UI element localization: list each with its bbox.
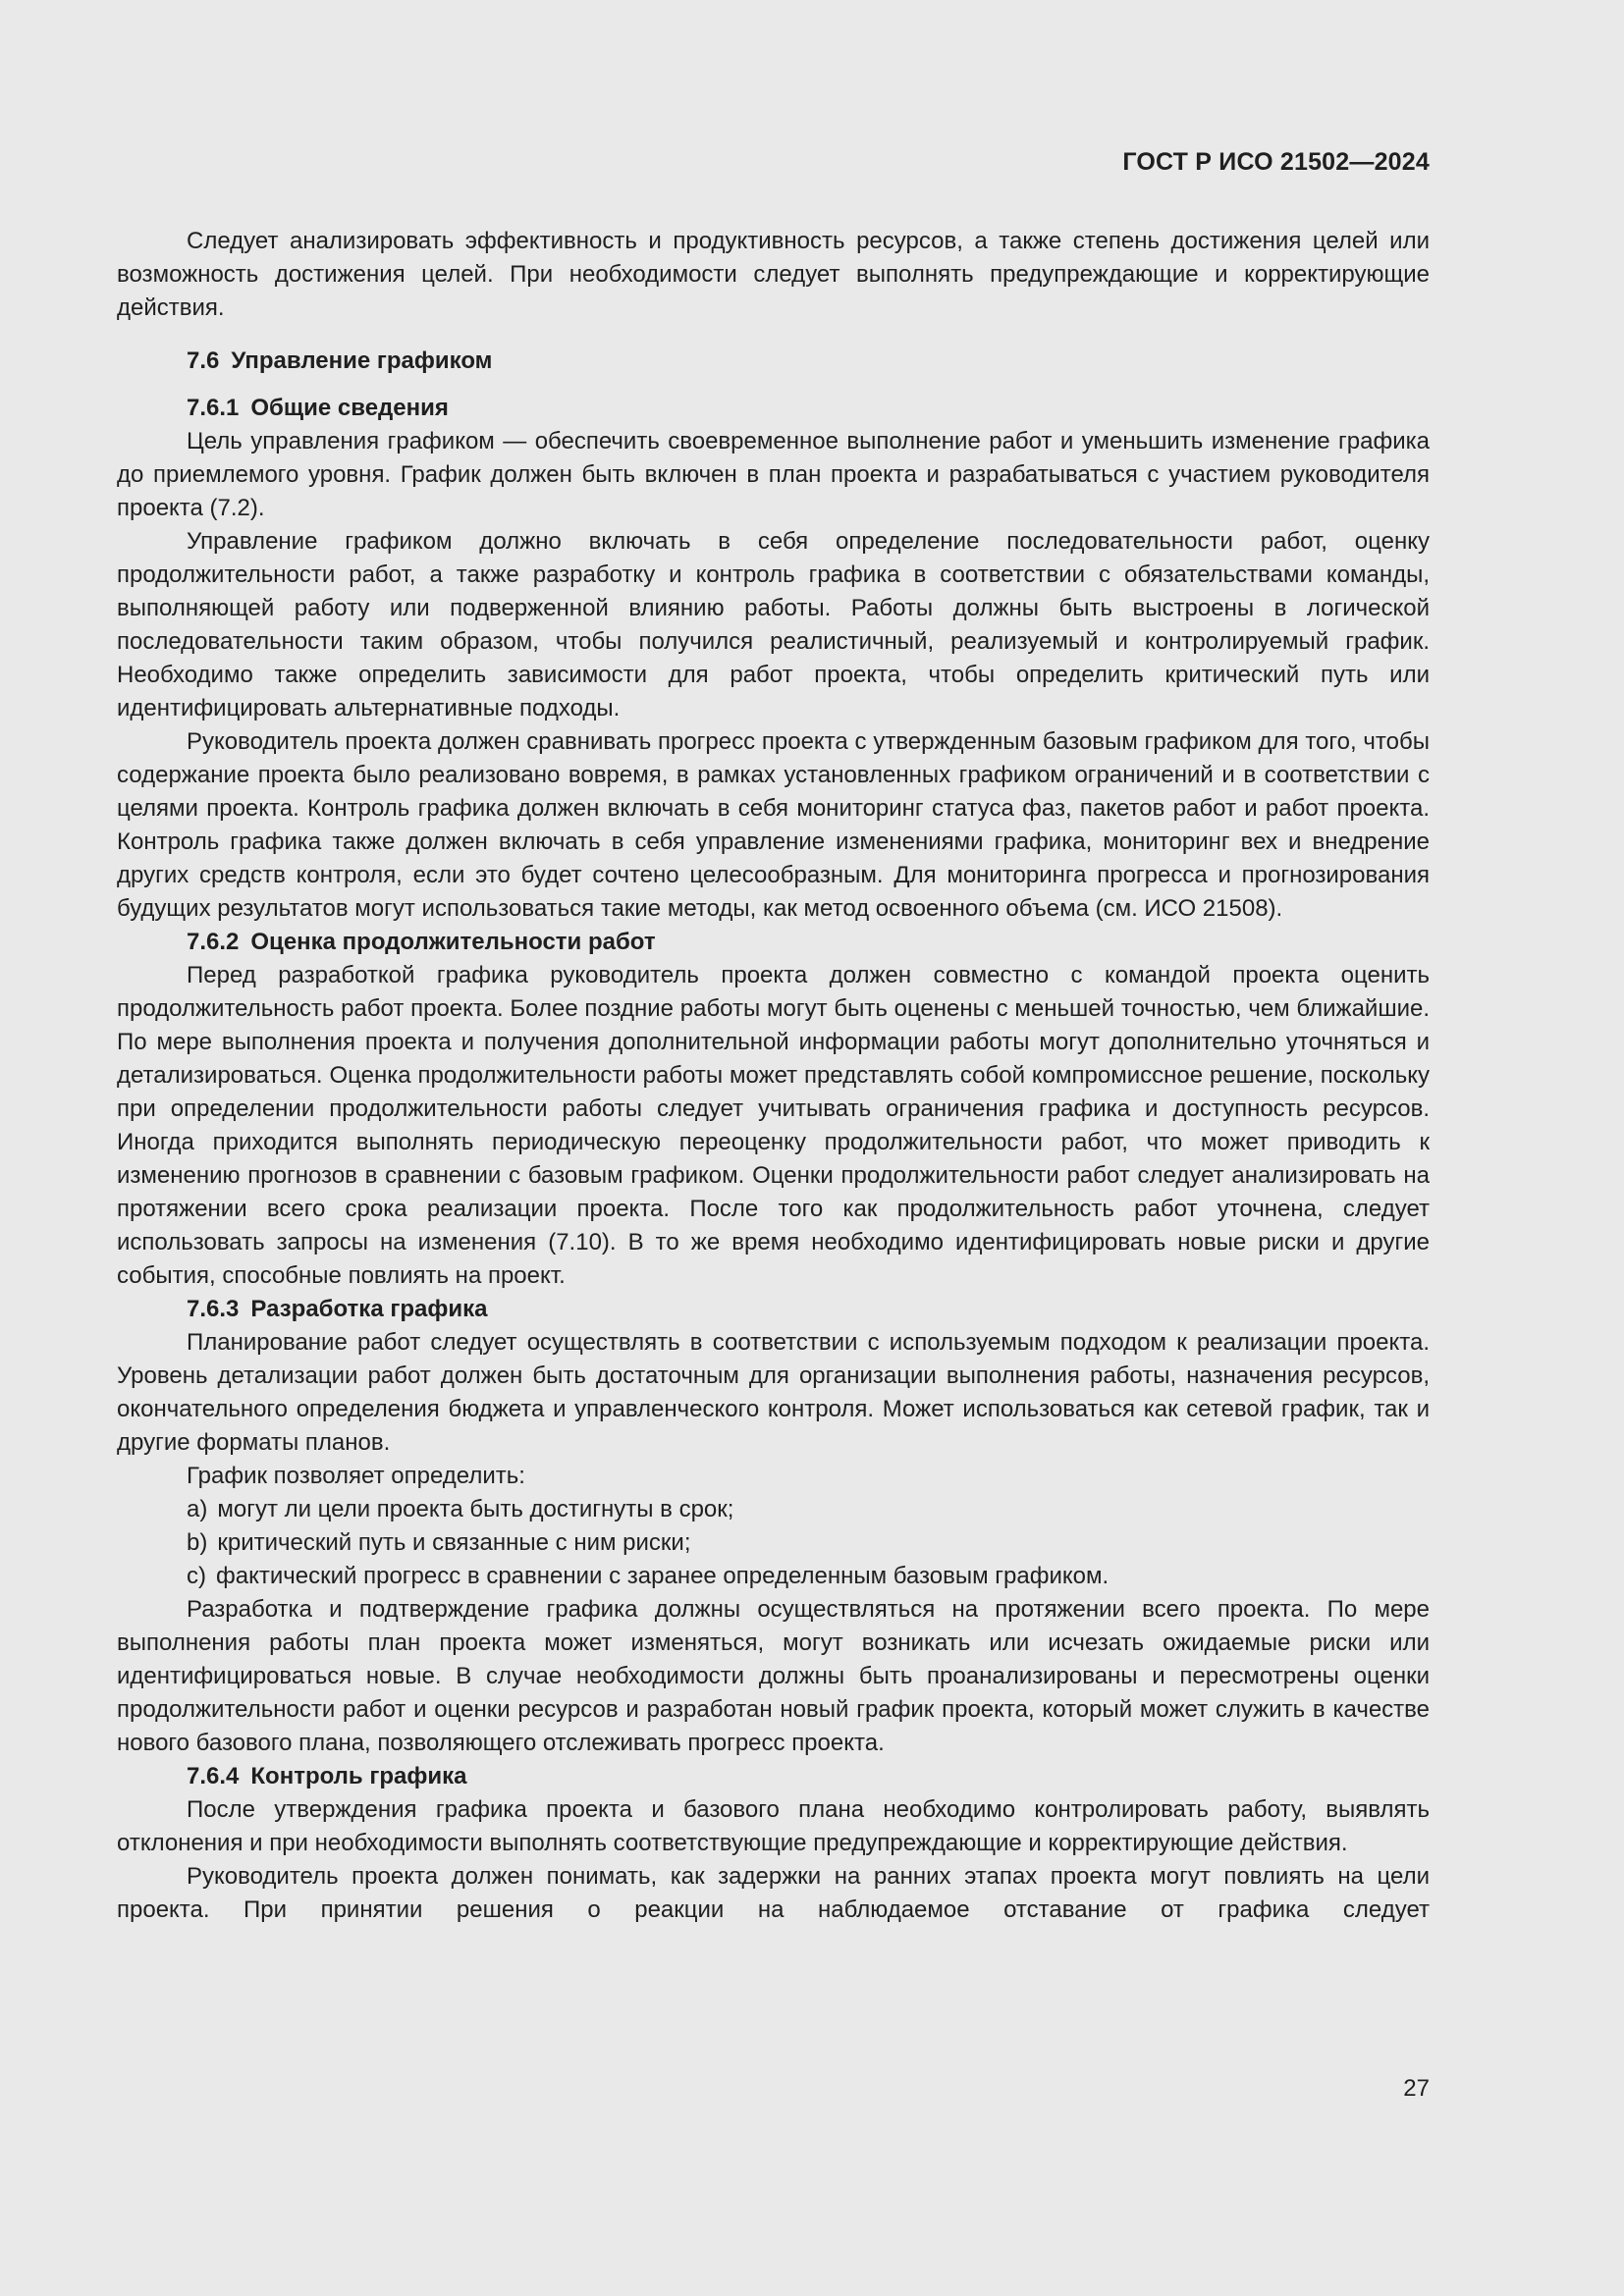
subsection-number: 7.6.1 — [187, 395, 240, 421]
list-marker: c) — [187, 1563, 206, 1589]
paragraph: Разработка и подтверждение графика должны осуществляться на протяжении всего проекта. По мере выполнения работы план проекта может изменяться, могут возникать или исчезать ожидаемые риски или идентифицироваться новые. В случае необходимости должны быть проанализированы и пересмотрены оценки продолжительности работ и оценки ресурсов и разработан новый график проекта, который может служить в качестве нового базового плана, позволяющего отслеживать прогресс проекта. — [117, 1596, 1430, 1756]
list-marker: a) — [187, 1496, 208, 1522]
list-item — [117, 1526, 1430, 1560]
subsection-heading-7-6-4 — [117, 1760, 1430, 1793]
paragraph: Руководитель проекта должен понимать, как задержки на ранних этапах проекта могут повлиять на цели проекта. При принятии решения о реакции на наблюдаемое отставание от графика следует — [117, 1863, 1430, 1923]
subsection-number: 7.6.3 — [187, 1296, 240, 1322]
list-item-text: могут ли цели проекта быть достигнуты в срок; — [217, 1496, 734, 1522]
subsection-title: Общие сведения — [250, 395, 449, 421]
subsection-number: 7.6.4 — [187, 1763, 240, 1789]
paragraph: Цель управления графиком — обеспечить своевременное выполнение работ и уменьшить изменение графика до приемлемого уровня. График должен быть включен в план проекта и разрабатываться с участием руководителя проекта (7.2). — [117, 428, 1430, 521]
section-heading-7-6 — [117, 345, 1430, 378]
document-header: ГОСТ Р ИСО 21502—2024 — [1122, 148, 1430, 176]
paragraph: Перед разработкой графика руководитель проекта должен совместно с командой проекта оценить продолжительность работ проекта. Более поздние работы могут быть оценены с меньшей точностью, чем ближайшие. По мере выполнения проекта и получения дополнительной информации работы могут дополнительно уточняться и детализироваться. Оценка продолжительности работы может представлять собой компромиссное решение, поскольку при определении продолжительности работы следует учитывать ограничения графика и доступность ресурсов. Иногда приходится выполнять периодическую переоценку продолжительности работ, что может приводить к изменению прогнозов в сравнении с базовым графиком. Оценки продолжительности работ следует анализировать на протяжении всего срока реализации проекта. После того как продолжительность работ уточнена, следует использовать запросы на изменения (7.10). В то же время необходимо идентифицировать новые риски и другие события, способные повлиять на проект. — [117, 962, 1430, 1289]
list-item — [117, 1560, 1430, 1593]
subsection-number: 7.6.2 — [187, 929, 240, 955]
subsection-heading-7-6-3 — [117, 1293, 1430, 1326]
list-marker: b) — [187, 1529, 208, 1556]
subsection-title: Контроль графика — [250, 1763, 467, 1789]
list-item — [117, 1493, 1430, 1526]
section-number: 7.6 — [187, 347, 220, 374]
paragraph: После утверждения графика проекта и базового плана необходимо контролировать работу, выявлять отклонения и при необходимости выполнять соответствующие предупреждающие и корректирующие действия. — [117, 1796, 1430, 1856]
paragraph: Управление графиком должно включать в себя определение последовательности работ, оценку продолжительности работ, а также разработку и контроль графика в соответствии с обязательствами команды, выполняющей работу или подверженной влиянию работы. Работы должны быть выстроены в логической последовательности таким образом, чтобы получился реалистичный, реализуемый и контролируемый график. Необходимо также определить зависимости для работ проекта, чтобы определить критический путь или идентифицировать альтернативные подходы. — [117, 528, 1430, 721]
subsection-heading-7-6-2 — [117, 926, 1430, 959]
section-title: Управление графиком — [231, 347, 493, 374]
subsection-title: Разработка графика — [250, 1296, 488, 1322]
subsection-heading-7-6-1 — [117, 392, 1430, 425]
page-number: 27 — [1403, 2075, 1430, 2102]
paragraph: Руководитель проекта должен сравнивать прогресс проекта с утвержденным базовым графиком для того, чтобы содержание проекта было реализовано вовремя, в рамках установленных графиком ограничений и в соответствии с целями проекта. Контроль графика должен включать в себя мониторинг статуса фаз, пакетов работ и работ проекта. Контроль графика также должен включать в себя управление изменениями графика, мониторинг вех и внедрение других средств контроля, если это будет сочтено целесообразным. Для мониторинга прогресса и прогнозирования будущих результатов могут использоваться такие методы, как метод освоенного объема (см. ИСО 21508). — [117, 728, 1430, 922]
paragraph: Планирование работ следует осуществлять в соответствии с используемым подходом к реализации проекта. Уровень детализации работ должен быть достаточным для организации выполнения работы, назначения ресурсов, окончательного определения бюджета и управленческого контроля. Может использоваться как сетевой график, так и другие форматы планов. — [117, 1329, 1430, 1456]
list-item-text: критический путь и связанные с ним риски; — [217, 1529, 691, 1556]
page-content — [117, 225, 1430, 1927]
list-intro: График позволяет определить: — [187, 1463, 525, 1489]
subsection-title: Оценка продолжительности работ — [250, 929, 656, 955]
intro-paragraph: Следует анализировать эффективность и продуктивность ресурсов, а также степень достижения целей или возможность достижения целей. При необходимости следует выполнять предупреждающие и корректирующие действия. — [117, 228, 1430, 321]
list-item-text: фактический прогресс в сравнении с заранее определенным базовым графиком. — [216, 1563, 1110, 1589]
